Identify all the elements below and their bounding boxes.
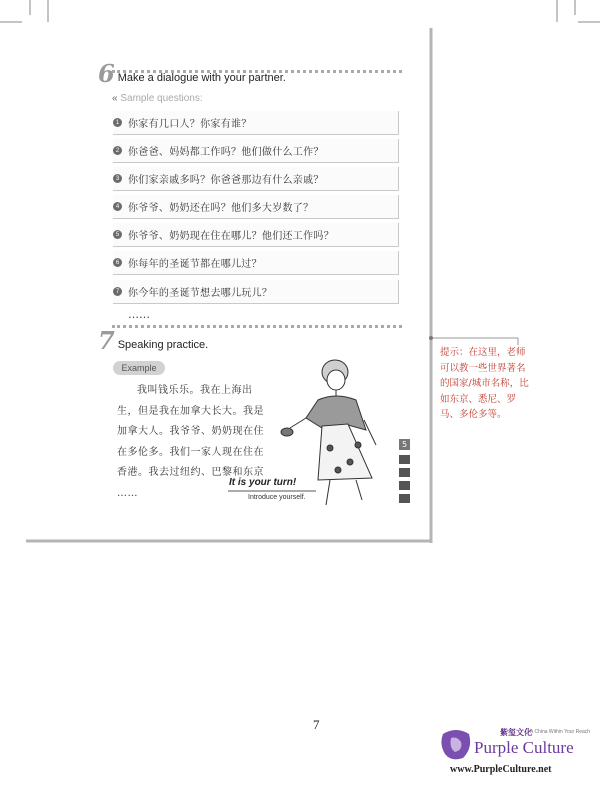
section-7-dotted-rule [112,325,402,328]
side-square [399,494,410,503]
question-number: 6 [113,258,122,267]
section-7-title: Speaking practice. [117,339,209,351]
question-number: 1 [113,118,122,127]
section-7-header [98,326,209,355]
question-number: 7 [113,287,122,296]
instruction-text: Introduce yourself. [248,494,306,501]
double-chevron-icon: « [112,93,118,104]
question-number: 5 [113,230,122,239]
question-row-5 [113,223,399,247]
question-text: 你爷爷、奶奶还在吗？他们多大岁数了？ [128,203,314,214]
side-square [399,468,410,477]
watermark-name: Purple Culture [474,738,574,757]
question-number: 4 [113,202,122,211]
example-badge: Example [113,361,165,375]
watermark-chinese: 紫玺文化 [500,728,532,737]
question-text: 你家有几口人？你家有谁？ [128,119,252,130]
question-text: 你们家亲戚多吗？你爸爸那边有什么亲戚？ [128,175,324,186]
sample-questions-label: « Sample questions: [112,93,203,104]
section-6-header [98,59,286,88]
side-square [399,455,410,464]
teacher-note: 提示：在这里，老师可以教一些世界著名的国家/城市名称，比如东京、悉尼、罗马、多伦多等。 [440,347,529,420]
section-6-number: 6 [98,59,115,88]
side-square [399,481,410,490]
question-text: 你爸爸、妈妈都工作吗？他们做什么工作？ [128,147,324,158]
watermark-url: www.PurpleCulture.net [450,764,552,775]
question-text: 你今年的圣诞节想去哪儿玩儿？ [128,288,273,299]
your-turn-label: It is your turn! [229,477,297,488]
question-row-1 [113,111,399,135]
question-number: 3 [113,174,122,183]
example-text: 我叫钱乐乐。我在上海出生，但是我在加拿大长大。我是加拿大人。我爷爷、奶奶现在住在多伦多。我们一家人现在住在香港。我去过纽约、巴黎和东京 …… [117,385,264,499]
questions-ellipsis: …… [128,308,150,321]
question-text: 你每年的圣诞节都在哪儿过？ [128,259,262,270]
question-number: 2 [113,146,122,155]
question-row-3 [113,167,399,191]
chapter-tab: 5 [399,439,410,450]
question-row-7 [113,280,399,304]
section-7-number: 7 [98,326,115,355]
question-text: 你爷爷、奶奶现在住在哪儿？他们还工作吗？ [128,231,334,242]
watermark-tagline: A China Within Your Reach [530,729,591,735]
question-row-2 [113,139,399,163]
page-number: 7 [313,717,320,732]
section-6-title: Make a dialogue with your partner. [117,72,286,84]
question-row-4 [113,195,399,219]
purple-culture-logo-icon [439,728,473,762]
section-6-dotted-rule [112,70,402,73]
question-row-6 [113,251,399,275]
